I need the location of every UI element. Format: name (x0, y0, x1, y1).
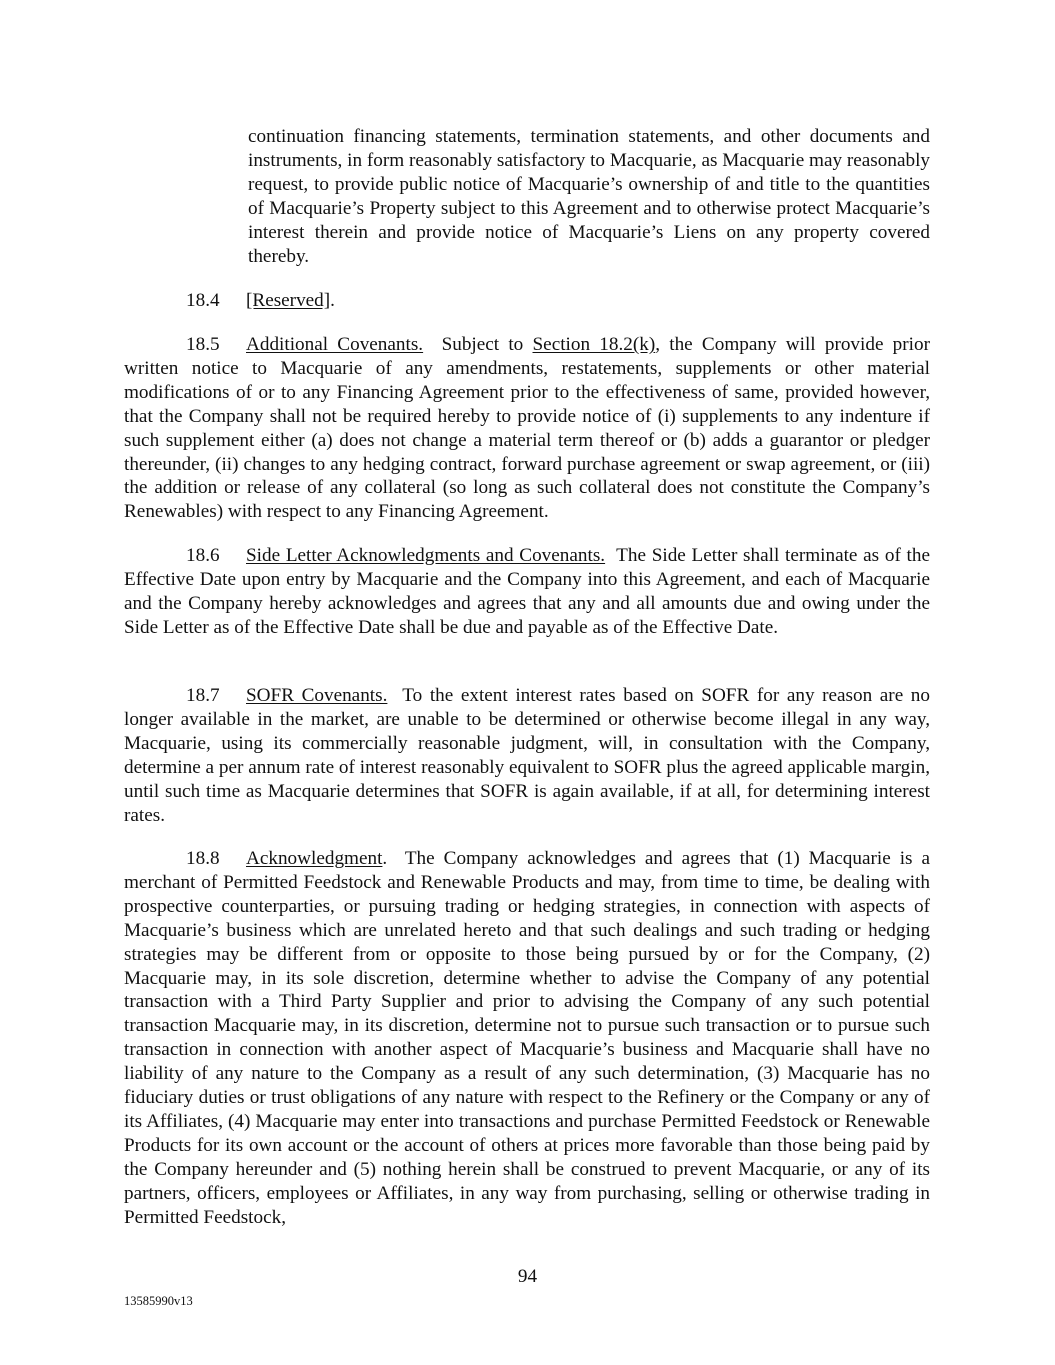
section-heading: Side Letter Acknowledgments and Covenants. (246, 545, 606, 566)
section-heading: [Reserved] (246, 290, 331, 311)
section-heading: SOFR Covenants. (246, 685, 388, 706)
section-18-8: 18.8 Acknowledgment. The Company acknowledges and agrees that (1) Macquarie is a merchant of Permitted Feedstock and Renewable Products and may, from time to time, be dealing with prospective counterparties, or pursuing trading or hedging strategies, in connection with aspects of Macquarie’s business which are unrelated hereto and that such dealings and such trading or hedging strategies may be different from or opposite to those being pursued by or for the Company, (2) Macquarie may, in its sole discretion, determine whether to advise the Company of any potential transaction with a Third Party Supplier and prior to advising the Company of any such potential transaction Macquarie may, in its discretion, determine not to pursue such transaction or to pursue such transaction in connection with another aspect of Macquarie’s business and Macquarie shall have no liability of any nature to the Company as a result of any such determination, (3) Macquarie has no fiduciary duties or trust obligations of any nature with respect to the Refinery or the Company or any of its Affiliates, (4) Macquarie may enter into transactions and purchase Permitted Feedstock or Renewable Products for its own account or the account of others at prices more favorable than those being paid by the Company hereunder and (5) nothing herein shall be construed to prevent Macquarie, or any of its partners, officers, employees or Affiliates, in any way from purchasing, selling or otherwise trading in Permitted Feedstock, (124, 848, 935, 1228)
section-reference: Section 18.2(k) (532, 334, 656, 355)
section-18-4: 18.4 [Reserved]. (186, 290, 335, 311)
continuation-paragraph: continuation financing statements, termination statements, and other documents and instruments, in form reasonably satisfactory to Macquarie, as Macquarie may reasonably request, to provide public notice of Macquarie’s ownership of and title to the quantities of Macquarie’s Property subject to this Agreement and to otherwise protect Macquarie’s interest therein and provide notice of Macquarie’s Liens on any property covered thereby. (248, 126, 930, 267)
section-number: 18.7 (186, 685, 220, 706)
document-id: 13585990v13 (124, 1294, 193, 1308)
section-body: The Company acknowledges and agrees that (1) Macquarie is a merchant of Permitted Feedstock and Renewable Products and may, from time to time, be dealing with prospective counterparties, or pursuing trading or hedging strategies, in connection with aspects of Macquarie’s business which are unrelated hereto and that such dealings and such trading or hedging strategies may be different from or opposite to those being pursued by or for the Company, (2) Macquarie may, in its sole discretion, determine whether to advise the Company of any potential transaction with a Third Party Supplier and prior to advising the Company of any such potential transaction Macquarie may, in its discretion, determine not to pursue such transaction or to pursue such transaction in connection with another aspect of Macquarie’s business and Macquarie shall have no liability of any nature to the Company as a result of any such determination, (3) Macquarie has no fiduciary duties or trust obligations of any nature with respect to the Refinery or the Company or any of its Affiliates, (4) Macquarie may enter into transactions and purchase Permitted Feedstock or Renewable Products for its own account or the account of others at prices more favorable than those being paid by the Company hereunder and (5) nothing herein shall be construed to prevent Macquarie, or any of its partners, officers, employees or Affiliates, in any way from purchasing, selling or otherwise trading in Permitted Feedstock, (124, 848, 935, 1228)
page-number: 94 (517, 1266, 538, 1287)
section-18-5: 18.5 Additional Covenants. Subject to Section 18.2(k), the Company will provide prior written notice to Macquarie of any amendments, restatements, supplements or other material modifications of or to any Financing Agreement prior to the effectiveness of same, provided however, that the Company shall not be required hereby to provide notice of (i) supplements to any indenture if such supplement either (a) does not change a material term thereof or (b) adds a guarantor or pledger thereunder, (ii) changes to any hedging contract, forward purchase agreement or swap agreement, or (iii) the addition or release of any collateral (so long as such collateral does not constitute the Company’s Renewables) with respect to any Financing Agreement. (124, 334, 930, 523)
section-number: 18.5 (186, 334, 220, 355)
section-number: 18.6 (186, 545, 220, 566)
section-number: 18.4 (186, 290, 220, 311)
section-body: To the extent interest rates based on SOFR for any reason are no longer available in the market, are unable to be determined or otherwise become illegal in any way, Macquarie, using its commercially reasonable judgment, will, in consultation with the Company, determine a per annum rate of interest reasonably equivalent to SOFR plus the agreed applicable margin, until such time as Macquarie determines that SOFR is again available, if at all, for determining interest rates. (124, 685, 935, 826)
section-heading: Additional Covenants. (246, 334, 424, 355)
section-heading: Acknowledgment (246, 848, 383, 869)
section-18-7 (124, 684, 935, 827)
section-18-6 (124, 544, 935, 640)
section-number: 18.8 (186, 848, 220, 869)
section-body: , the Company will provide prior written notice to Macquarie of any amendments, restatements, supplements or other material modifications of or to any Financing Agreement prior to the effectiveness of same, provided however, that the Company shall not be required hereby to provide notice of (i) supplements to any indenture if such supplement either (a) does not change a material term thereof or (b) adds a guarantor or pledger thereunder, (ii) changes to any hedging contract, forward purchase agreement or swap agreement, or (iii) the addition or release of any collateral (so long as such collateral does not constitute the Company’s Renewables) with respect to any Financing Agreement. (124, 334, 930, 523)
section-body: The Side Letter shall terminate as of the Effective Date upon entry by Macquarie and the Company into this Agreement, and each of Macquarie and the Company hereby acknowledges and agrees that any and all amounts due and owing under the Side Letter as of the Effective Date shall be due and payable as of the Effective Date. (124, 545, 935, 638)
